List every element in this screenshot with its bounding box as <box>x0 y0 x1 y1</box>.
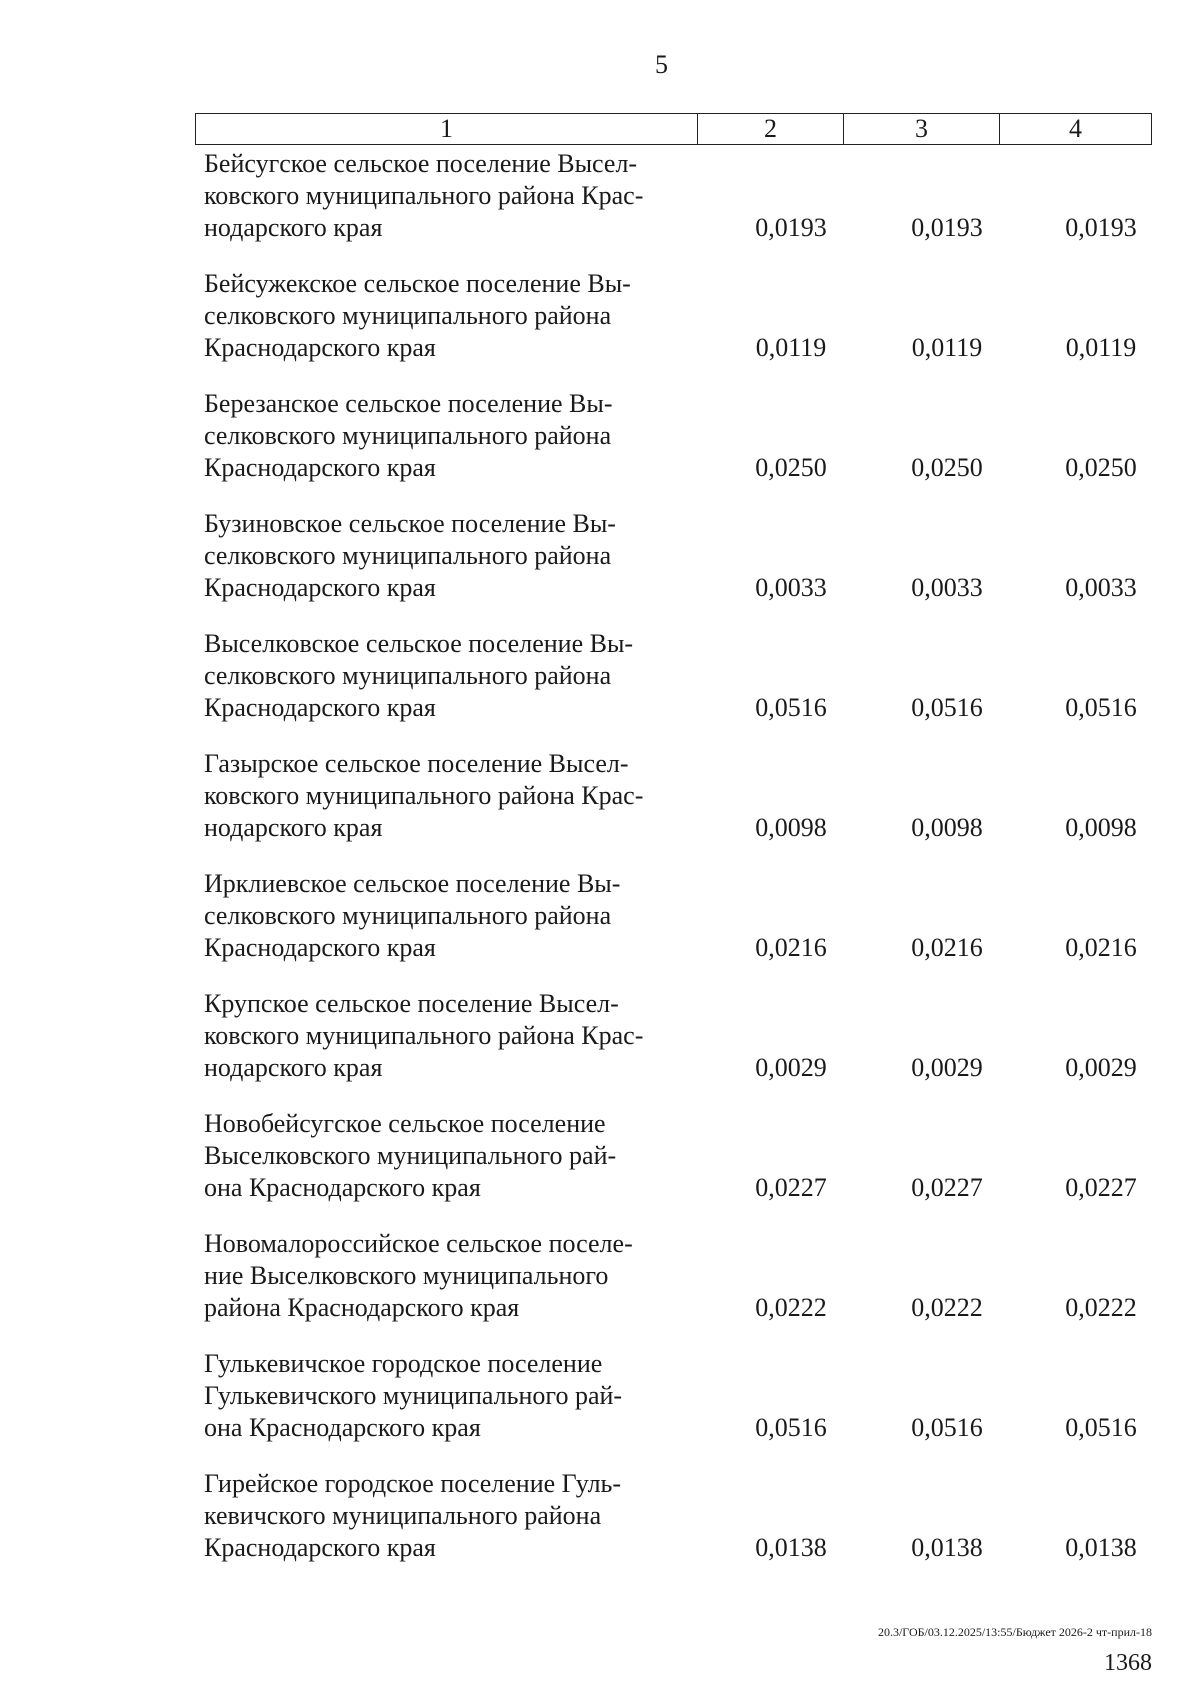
column-header-4: 4 <box>1000 114 1152 145</box>
column-header-2: 2 <box>698 114 844 145</box>
value-col-2: 0,0216 <box>755 933 827 962</box>
value-col-3: 0,0098 <box>911 813 983 842</box>
value-col-3: 0,0033 <box>911 573 983 602</box>
value-col-2: 0,0222 <box>755 1293 827 1322</box>
value-col-4: 0,0516 <box>1065 1413 1137 1442</box>
value-col-2: 0,0193 <box>755 213 827 242</box>
value-col-4: 0,0516 <box>1065 693 1137 722</box>
settlement-name: Березанское сельское поселение Вы- селковского муниципального района Краснодарского края <box>204 389 613 482</box>
table-row <box>0 628 1200 748</box>
document-reference: 20.3/ГОБ/03.12.2025/13:55/Бюджет 2026-2 чт-прил-18 <box>877 1625 1152 1639</box>
settlement-name: Гулькевичское городское поселение Гулькевичского муниципального рай- она Краснодарского края <box>204 1349 623 1442</box>
value-col-4: 0,0033 <box>1065 573 1137 602</box>
settlement-name: Гирейское городское поселение Гуль- кевичского муниципального района Краснодарского края <box>204 1469 622 1562</box>
value-col-4: 0,0222 <box>1065 1293 1137 1322</box>
settlement-name: Крупское сельское поселение Высел- ковского муниципального района Крас- нодарского края <box>204 989 644 1082</box>
value-col-2: 0,0516 <box>755 693 827 722</box>
value-col-3: 0,0516 <box>911 693 983 722</box>
table-row <box>0 1348 1200 1468</box>
settlement-name: Газырское сельское поселение Высел- ковского муниципального района Крас- нодарского края <box>204 749 644 842</box>
value-col-3: 0,0222 <box>911 1293 983 1322</box>
value-col-2: 0,0250 <box>755 453 827 482</box>
table-row <box>0 268 1200 388</box>
value-col-3: 0,0029 <box>911 1053 983 1082</box>
value-col-2: 0,0227 <box>755 1173 827 1202</box>
table-body <box>0 148 1200 1588</box>
table-row <box>0 1228 1200 1348</box>
table-row <box>0 868 1200 988</box>
value-col-4: 0,0216 <box>1065 933 1137 962</box>
value-col-2: 0,0033 <box>755 573 827 602</box>
table-header <box>195 113 1152 145</box>
value-col-3: 0,0516 <box>911 1413 983 1442</box>
table-row <box>0 1108 1200 1228</box>
settlement-name: Ирклиевское сельское поселение Вы- селковского муниципального района Краснодарского края <box>204 869 621 962</box>
settlement-name: Бейсужекское сельское поселение Вы- селковского муниципального района Краснодарского края <box>204 269 631 362</box>
value-col-4: 0,0029 <box>1065 1053 1137 1082</box>
table-row <box>0 988 1200 1108</box>
value-col-2: 0,0516 <box>755 1413 827 1442</box>
value-col-2: 0,0119 <box>755 333 827 362</box>
value-col-3: 0,0119 <box>911 333 983 362</box>
value-col-2: 0,0138 <box>755 1533 827 1562</box>
settlement-name: Бейсугское сельское поселение Высел- ковского муниципального района Крас- нодарского края <box>204 149 644 242</box>
page-number: 5 <box>655 50 668 79</box>
table-row <box>0 388 1200 508</box>
value-col-2: 0,0098 <box>755 813 827 842</box>
value-col-4: 0,0138 <box>1065 1533 1137 1562</box>
table-row <box>0 748 1200 868</box>
value-col-3: 0,0227 <box>911 1173 983 1202</box>
column-header-1: 1 <box>196 114 698 145</box>
settlement-name: Выселковское сельское поселение Вы- селковского муниципального района Краснодарского края <box>204 629 634 722</box>
value-col-3: 0,0250 <box>911 453 983 482</box>
table-row <box>0 1468 1200 1588</box>
value-col-4: 0,0119 <box>1065 333 1137 362</box>
settlement-name: Бузиновское сельское поселение Вы- селковского муниципального района Краснодарского края <box>204 509 616 602</box>
column-header-3: 3 <box>844 114 1000 145</box>
value-col-2: 0,0029 <box>755 1053 827 1082</box>
value-col-4: 0,0250 <box>1065 453 1137 482</box>
sheet-number: 1368 <box>1104 1650 1152 1676</box>
value-col-4: 0,0098 <box>1065 813 1137 842</box>
value-col-3: 0,0138 <box>911 1533 983 1562</box>
value-col-3: 0,0193 <box>911 213 983 242</box>
value-col-4: 0,0193 <box>1065 213 1137 242</box>
settlement-name: Новомалороссийское сельское поселе- ние Выселковского муниципального района Краснодарского края <box>204 1229 633 1322</box>
table-row <box>0 148 1200 268</box>
settlement-name: Новобейсугское сельское поселение Выселковского муниципального рай- она Краснодарского края <box>204 1109 617 1202</box>
value-col-4: 0,0227 <box>1065 1173 1137 1202</box>
table-row <box>0 508 1200 628</box>
value-col-3: 0,0216 <box>911 933 983 962</box>
